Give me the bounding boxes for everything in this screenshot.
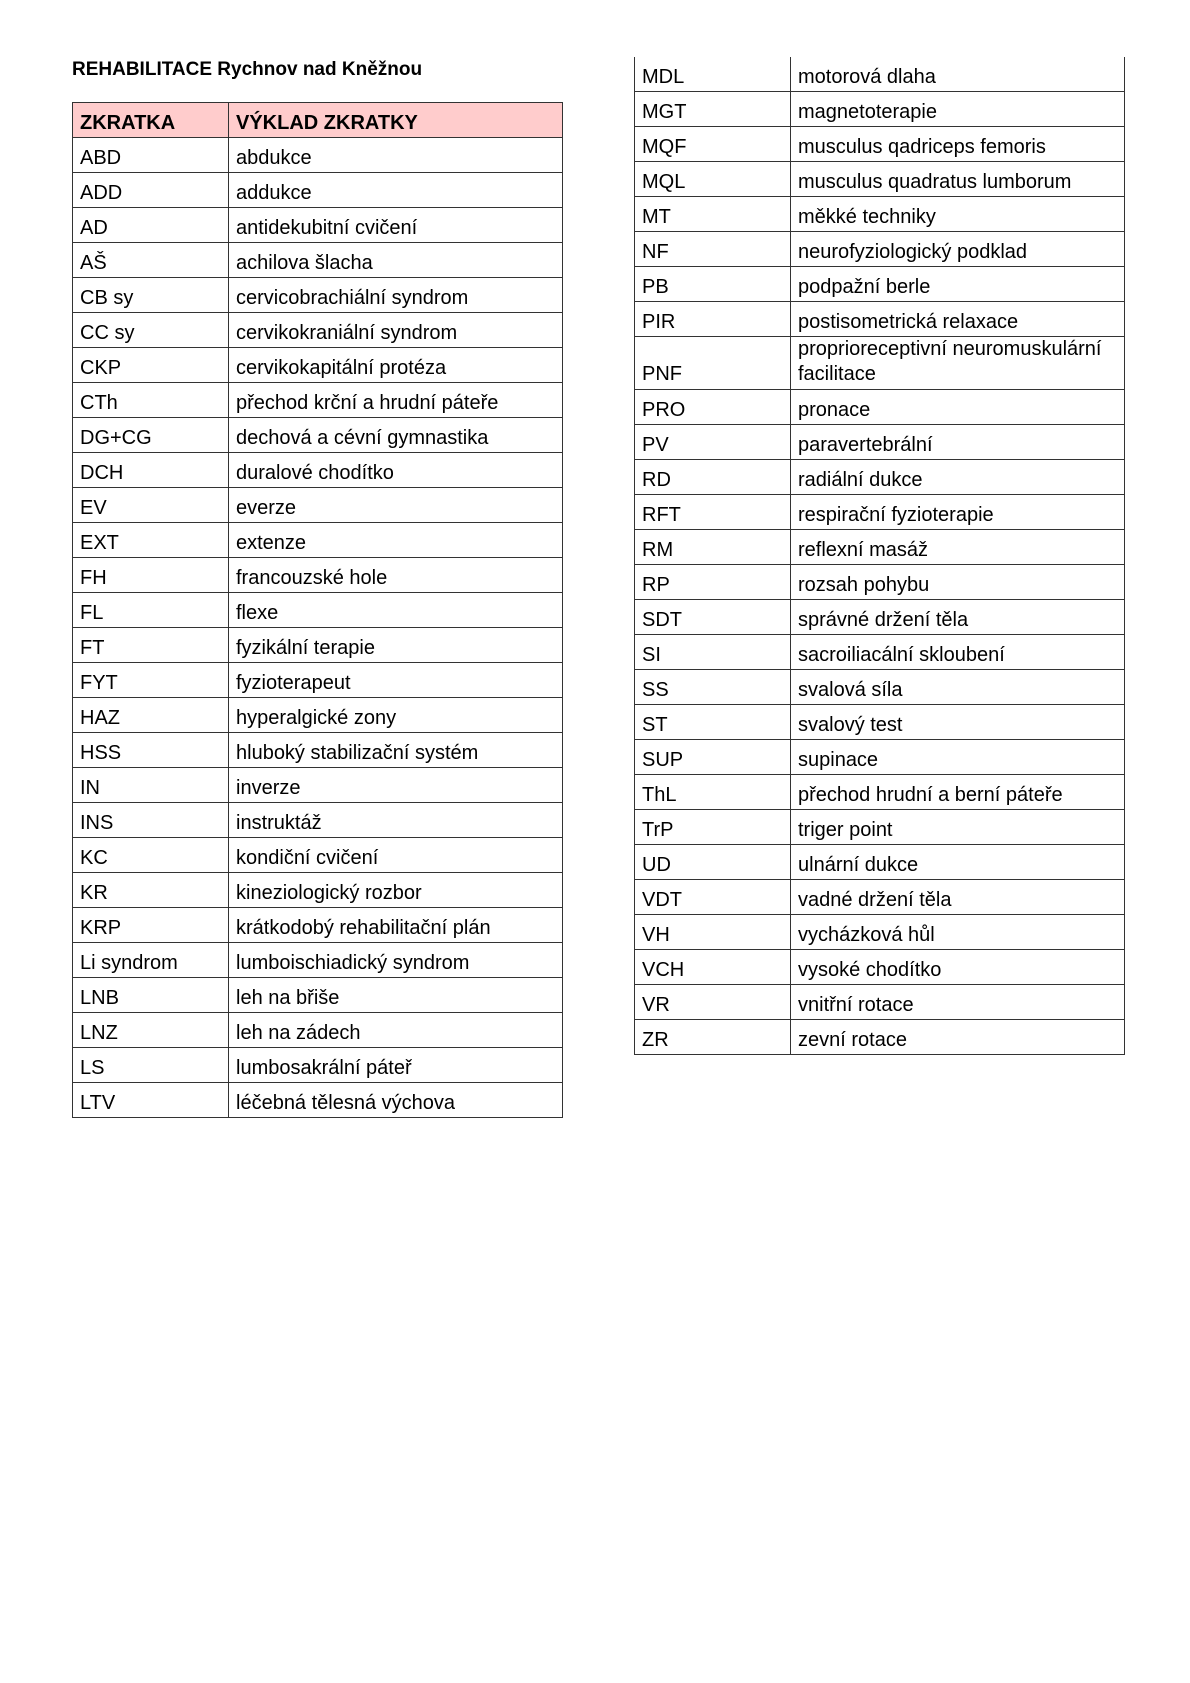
table-body-right: [635, 57, 1125, 1055]
description-cell: cervikokapitální protéza: [229, 348, 563, 383]
abbreviation-cell: SUP: [635, 740, 791, 775]
table-row: [635, 775, 1125, 810]
abbreviation-cell: TrP: [635, 810, 791, 845]
table-row: [635, 1020, 1125, 1055]
table-row: [73, 803, 563, 838]
description-cell: podpažní berle: [791, 267, 1125, 302]
abbreviation-cell: DG+CG: [73, 418, 229, 453]
table-row: [635, 232, 1125, 267]
description-cell: fyzikální terapie: [229, 628, 563, 663]
abbreviation-cell: KR: [73, 873, 229, 908]
abbreviation-cell: DCH: [73, 453, 229, 488]
abbreviation-cell: CB sy: [73, 278, 229, 313]
table-row: [73, 558, 563, 593]
description-cell: lumboischiadický syndrom: [229, 943, 563, 978]
abbreviation-cell: ThL: [635, 775, 791, 810]
description-cell: přechod hrudní a berní páteře: [791, 775, 1125, 810]
abbreviation-cell: CKP: [73, 348, 229, 383]
description-cell: svalová síla: [791, 670, 1125, 705]
abbreviation-cell: CC sy: [73, 313, 229, 348]
abbreviation-cell: LS: [73, 1048, 229, 1083]
description-cell: proprioreceptivní neuromuskulární facilitace: [791, 337, 1125, 390]
table-row: [73, 278, 563, 313]
table-row: [635, 127, 1125, 162]
table-row: [73, 348, 563, 383]
table-row: [73, 138, 563, 173]
description-cell: dechová a cévní gymnastika: [229, 418, 563, 453]
description-cell: kondiční cvičení: [229, 838, 563, 873]
table-row: [635, 390, 1125, 425]
description-cell: kineziologický rozbor: [229, 873, 563, 908]
table-row: [635, 302, 1125, 337]
abbreviation-cell: SS: [635, 670, 791, 705]
description-cell: addukce: [229, 173, 563, 208]
table-row: [73, 943, 563, 978]
abbreviation-cell: LTV: [73, 1083, 229, 1118]
table-row: [635, 267, 1125, 302]
page-title: REHABILITACE Rychnov nad Kněžnou: [72, 59, 423, 80]
description-cell: radiální dukce: [791, 460, 1125, 495]
description-cell: fyzioterapeut: [229, 663, 563, 698]
description-cell: léčebná tělesná výchova: [229, 1083, 563, 1118]
table-row: [635, 635, 1125, 670]
description-cell: krátkodobý rehabilitační plán: [229, 908, 563, 943]
table-row: [73, 978, 563, 1013]
description-cell: neurofyziologický podklad: [791, 232, 1125, 267]
table-row: [73, 733, 563, 768]
table-row: [73, 383, 563, 418]
abbreviation-cell: VR: [635, 985, 791, 1020]
table-row: [73, 453, 563, 488]
description-cell: zevní rotace: [791, 1020, 1125, 1055]
table-row: [73, 908, 563, 943]
table-row: [635, 880, 1125, 915]
abbreviation-cell: ST: [635, 705, 791, 740]
abbreviation-cell: Li syndrom: [73, 943, 229, 978]
table-row: [635, 565, 1125, 600]
table-row: [73, 628, 563, 663]
table-row: [73, 418, 563, 453]
description-cell: antidekubitní cvičení: [229, 208, 563, 243]
abbreviation-cell: HAZ: [73, 698, 229, 733]
table-row: [635, 197, 1125, 232]
abbreviation-cell: ADD: [73, 173, 229, 208]
abbreviation-cell: EXT: [73, 523, 229, 558]
table-row: [73, 243, 563, 278]
table-row: [73, 313, 563, 348]
table-row: [73, 593, 563, 628]
table-row: [635, 460, 1125, 495]
abbreviation-cell: KC: [73, 838, 229, 873]
table-row: [73, 523, 563, 558]
table-row: [635, 915, 1125, 950]
table-row: [73, 1083, 563, 1118]
description-cell: magnetoterapie: [791, 92, 1125, 127]
description-cell: vycházková hůl: [791, 915, 1125, 950]
table-row: [635, 810, 1125, 845]
abbreviation-cell: EV: [73, 488, 229, 523]
description-cell: postisometrická relaxace: [791, 302, 1125, 337]
abbreviation-cell: FH: [73, 558, 229, 593]
table-body-left: [73, 138, 563, 1118]
abbreviation-cell: MQF: [635, 127, 791, 162]
description-cell: musculus qadriceps femoris: [791, 127, 1125, 162]
abbreviation-cell: PV: [635, 425, 791, 460]
abbreviation-cell: VCH: [635, 950, 791, 985]
description-cell: abdukce: [229, 138, 563, 173]
header-abbreviation: ZKRATKA: [73, 103, 229, 138]
table-row: [73, 768, 563, 803]
header-description: VÝKLAD ZKRATKY: [229, 103, 563, 138]
abbreviation-cell: MT: [635, 197, 791, 232]
table-row: [73, 208, 563, 243]
table-row: [73, 698, 563, 733]
abbreviation-cell: AŠ: [73, 243, 229, 278]
table-row: [635, 950, 1125, 985]
description-cell: reflexní masáž: [791, 530, 1125, 565]
description-cell: vadné držení těla: [791, 880, 1125, 915]
abbreviation-cell: PB: [635, 267, 791, 302]
table-row: [635, 845, 1125, 880]
abbreviation-cell: MGT: [635, 92, 791, 127]
table-header-row: [73, 103, 563, 138]
table-row: [635, 985, 1125, 1020]
description-cell: motorová dlaha: [791, 57, 1125, 92]
description-cell: svalový test: [791, 705, 1125, 740]
table-row: [635, 495, 1125, 530]
table-row: [635, 530, 1125, 565]
description-cell: cervikokraniální syndrom: [229, 313, 563, 348]
description-cell: extenze: [229, 523, 563, 558]
abbreviation-cell: FT: [73, 628, 229, 663]
description-cell: triger point: [791, 810, 1125, 845]
abbreviation-cell: LNB: [73, 978, 229, 1013]
description-cell: sacroiliacální skloubení: [791, 635, 1125, 670]
description-cell: supinace: [791, 740, 1125, 775]
description-cell: leh na břiše: [229, 978, 563, 1013]
description-cell: francouzské hole: [229, 558, 563, 593]
abbreviation-cell: ABD: [73, 138, 229, 173]
table-row: [635, 740, 1125, 775]
abbreviation-cell: MDL: [635, 57, 791, 92]
abbreviation-cell: NF: [635, 232, 791, 267]
abbreviation-cell: RD: [635, 460, 791, 495]
description-cell: přechod krční a hrudní páteře: [229, 383, 563, 418]
abbreviation-cell: FL: [73, 593, 229, 628]
abbreviation-table-right: [634, 57, 1125, 1055]
table-row: [635, 705, 1125, 740]
abbreviation-cell: RP: [635, 565, 791, 600]
description-cell: ulnární dukce: [791, 845, 1125, 880]
table-row: [635, 600, 1125, 635]
abbreviation-cell: PRO: [635, 390, 791, 425]
table-row: [73, 663, 563, 698]
table-row: [73, 173, 563, 208]
abbreviation-cell: INS: [73, 803, 229, 838]
abbreviation-cell: CTh: [73, 383, 229, 418]
description-cell: everze: [229, 488, 563, 523]
description-cell: hyperalgické zony: [229, 698, 563, 733]
abbreviation-cell: FYT: [73, 663, 229, 698]
description-cell: duralové chodítko: [229, 453, 563, 488]
table-row: [635, 162, 1125, 197]
abbreviation-cell: MQL: [635, 162, 791, 197]
abbreviation-cell: PIR: [635, 302, 791, 337]
table-row: [73, 838, 563, 873]
description-cell: inverze: [229, 768, 563, 803]
description-cell: musculus quadratus lumborum: [791, 162, 1125, 197]
description-cell: lumbosakrální páteř: [229, 1048, 563, 1083]
description-cell: respirační fyzioterapie: [791, 495, 1125, 530]
abbreviation-cell: AD: [73, 208, 229, 243]
description-cell: pronace: [791, 390, 1125, 425]
table-row: [635, 92, 1125, 127]
abbreviation-cell: HSS: [73, 733, 229, 768]
table-row: [73, 1013, 563, 1048]
description-cell: měkké techniky: [791, 197, 1125, 232]
abbreviation-cell: VDT: [635, 880, 791, 915]
abbreviation-cell: PNF: [635, 337, 791, 390]
abbreviation-cell: RFT: [635, 495, 791, 530]
abbreviation-cell: KRP: [73, 908, 229, 943]
table-row: [635, 57, 1125, 92]
description-cell: vysoké chodítko: [791, 950, 1125, 985]
table-row: [635, 337, 1125, 390]
description-cell: paravertebrální: [791, 425, 1125, 460]
abbreviation-table-left: [72, 102, 563, 1118]
table-row: [73, 873, 563, 908]
table-row: [635, 670, 1125, 705]
table-row: [73, 488, 563, 523]
description-cell: flexe: [229, 593, 563, 628]
description-cell: rozsah pohybu: [791, 565, 1125, 600]
description-cell: achilova šlacha: [229, 243, 563, 278]
table-row: [73, 1048, 563, 1083]
description-cell: instruktáž: [229, 803, 563, 838]
abbreviation-cell: VH: [635, 915, 791, 950]
description-cell: správné držení těla: [791, 600, 1125, 635]
abbreviation-cell: SI: [635, 635, 791, 670]
abbreviation-cell: RM: [635, 530, 791, 565]
abbreviation-cell: LNZ: [73, 1013, 229, 1048]
description-cell: leh na zádech: [229, 1013, 563, 1048]
abbreviation-cell: SDT: [635, 600, 791, 635]
description-cell: hluboký stabilizační systém: [229, 733, 563, 768]
description-cell: cervicobrachiální syndrom: [229, 278, 563, 313]
abbreviation-cell: ZR: [635, 1020, 791, 1055]
table-row: [635, 425, 1125, 460]
abbreviation-cell: UD: [635, 845, 791, 880]
description-cell: vnitřní rotace: [791, 985, 1125, 1020]
abbreviation-cell: IN: [73, 768, 229, 803]
